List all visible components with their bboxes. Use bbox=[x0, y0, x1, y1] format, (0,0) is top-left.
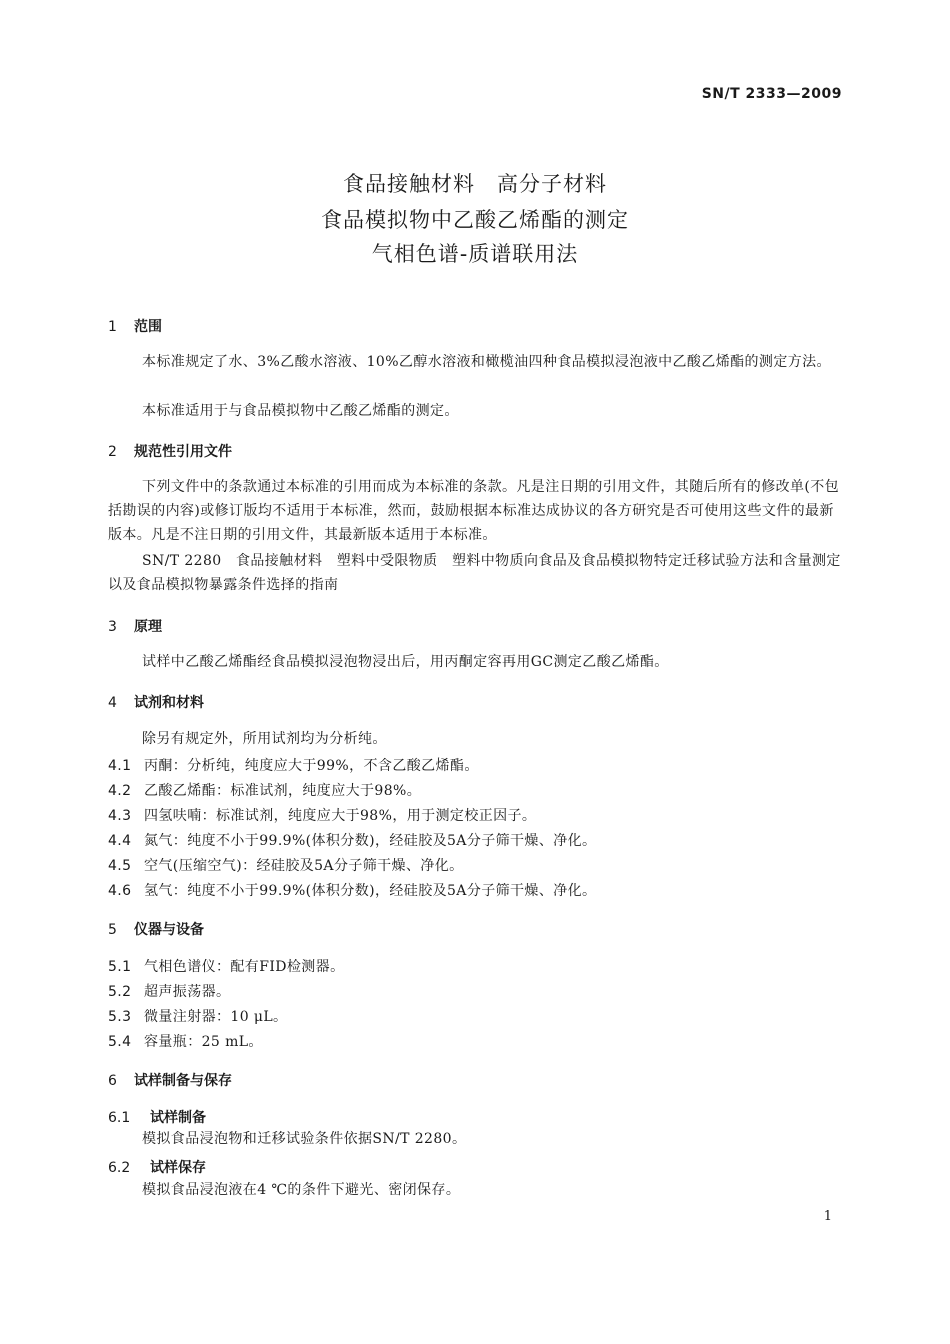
document-code: SN/T 2333—2009 bbox=[701, 86, 842, 102]
item-text: 超声振荡器。 bbox=[144, 984, 231, 1000]
subsection-title: 试样保存 bbox=[150, 1160, 206, 1176]
section-heading-apparatus bbox=[108, 919, 204, 939]
item-number: 5.2 bbox=[108, 984, 132, 1000]
item-text: 氢气：纯度不小于99.9%(体积分数)，经硅胶及5A分子筛干燥、净化。 bbox=[144, 883, 597, 899]
list-item bbox=[108, 956, 344, 976]
item-number: 4.3 bbox=[108, 808, 132, 824]
item-number: 5.3 bbox=[108, 1009, 132, 1025]
title-line-3: 气相色谱-质谱联用法 bbox=[371, 242, 579, 266]
section-number: 4 bbox=[108, 695, 117, 711]
section-title: 规范性引用文件 bbox=[134, 444, 232, 460]
subsection-title: 试样制备 bbox=[150, 1110, 206, 1126]
section-heading-sample-preparation bbox=[108, 1070, 232, 1090]
list-item bbox=[108, 755, 479, 775]
subsection-number: 6.1 bbox=[108, 1110, 131, 1126]
item-number: 5.1 bbox=[108, 959, 132, 975]
item-text: 四氢呋喃：标准试剂，纯度应大于98%，用于测定校正因子。 bbox=[144, 808, 537, 824]
section-number: 6 bbox=[108, 1073, 117, 1089]
section-heading-reagents bbox=[108, 692, 204, 712]
item-text: 丙酮：分析纯，纯度应大于99%，不含乙酸乙烯酯。 bbox=[144, 758, 479, 774]
item-number: 5.4 bbox=[108, 1034, 132, 1050]
item-text: 容量瓶：25 mL。 bbox=[144, 1034, 263, 1050]
section-heading-principle bbox=[108, 616, 162, 636]
section-heading-normative-references bbox=[108, 441, 232, 461]
title-line-1: 食品接触材料 高分子材料 bbox=[343, 172, 607, 196]
section-number: 3 bbox=[108, 619, 117, 635]
item-text: 乙酸乙烯酯：标准试剂，纯度应大于98%。 bbox=[144, 783, 422, 799]
reagents-paragraph: 除另有规定外，所用试剂均为分析纯。 bbox=[142, 731, 387, 747]
section-number: 5 bbox=[108, 922, 117, 938]
section-title: 试样制备与保存 bbox=[134, 1073, 232, 1089]
item-number: 4.4 bbox=[108, 833, 132, 849]
item-number: 4.6 bbox=[108, 883, 132, 899]
section-number: 1 bbox=[108, 319, 117, 335]
list-item bbox=[108, 880, 596, 900]
item-text: 气相色谱仪：配有FID检测器。 bbox=[144, 959, 345, 975]
section-title: 仪器与设备 bbox=[134, 922, 204, 938]
list-item bbox=[108, 981, 230, 1001]
scope-paragraph-2: 本标准适用于与食品模拟物中乙酸乙烯酯的测定。 bbox=[142, 403, 459, 419]
item-text: 氮气：纯度不小于99.9%(体积分数)，经硅胶及5A分子筛干燥、净化。 bbox=[144, 833, 597, 849]
section-title: 范围 bbox=[134, 319, 162, 335]
item-text: 空气(压缩空气)：经硅胶及5A分子筛干燥、净化。 bbox=[144, 858, 464, 874]
subsection-number: 6.2 bbox=[108, 1160, 131, 1176]
references-paragraph-2: SN/T 2280 食品接触材料 塑料中受限物质 塑料中物质向食品及食品模拟物特定迁移试验方法和含量测定以及食品模拟物暴露条件选择的指南 bbox=[108, 553, 841, 593]
item-number: 4.1 bbox=[108, 758, 132, 774]
title-line-2: 食品模拟物中乙酸乙烯酯的测定 bbox=[321, 208, 629, 232]
item-number: 4.2 bbox=[108, 783, 132, 799]
section-number: 2 bbox=[108, 444, 117, 460]
scope-paragraph-1: 本标准规定了水、3%乙酸水溶液、10%乙醇水溶液和橄榄油四种食品模拟浸泡液中乙酸乙烯酯的测定方法。 bbox=[142, 354, 831, 370]
list-item bbox=[108, 1006, 287, 1026]
page-number: 1 bbox=[823, 1209, 832, 1224]
list-item bbox=[108, 1031, 263, 1051]
sample-storage-text: 模拟食品浸泡液在4 ℃的条件下避光、密闭保存。 bbox=[142, 1182, 461, 1198]
references-paragraph-1: 下列文件中的条款通过本标准的引用而成为本标准的条款。凡是注日期的引用文件，其随后所有的修改单(不包括勘误的内容)或修订版均不适用于本标准，然而，鼓励根据本标准达成协议的各方研究是否可使用这些文件的最新版本。凡是不注日期的引用文件，其最新版本适用于本标准。 bbox=[108, 479, 840, 543]
section-title: 原理 bbox=[134, 619, 162, 635]
subsection-heading-sample-preparation bbox=[108, 1107, 206, 1127]
list-item bbox=[108, 780, 421, 800]
list-item bbox=[108, 830, 596, 850]
item-text: 微量注射器：10 μL。 bbox=[144, 1009, 288, 1025]
principle-paragraph: 试样中乙酸乙烯酯经食品模拟浸泡物浸出后，用丙酮定容再用GC测定乙酸乙烯酯。 bbox=[142, 654, 669, 670]
sample-preparation-text: 模拟食品浸泡物和迁移试验条件依据SN/T 2280。 bbox=[142, 1131, 467, 1147]
section-heading-scope bbox=[108, 316, 162, 336]
section-title: 试剂和材料 bbox=[134, 695, 204, 711]
subsection-heading-sample-storage bbox=[108, 1157, 206, 1177]
list-item bbox=[108, 805, 536, 825]
list-item bbox=[108, 855, 464, 875]
item-number: 4.5 bbox=[108, 858, 132, 874]
